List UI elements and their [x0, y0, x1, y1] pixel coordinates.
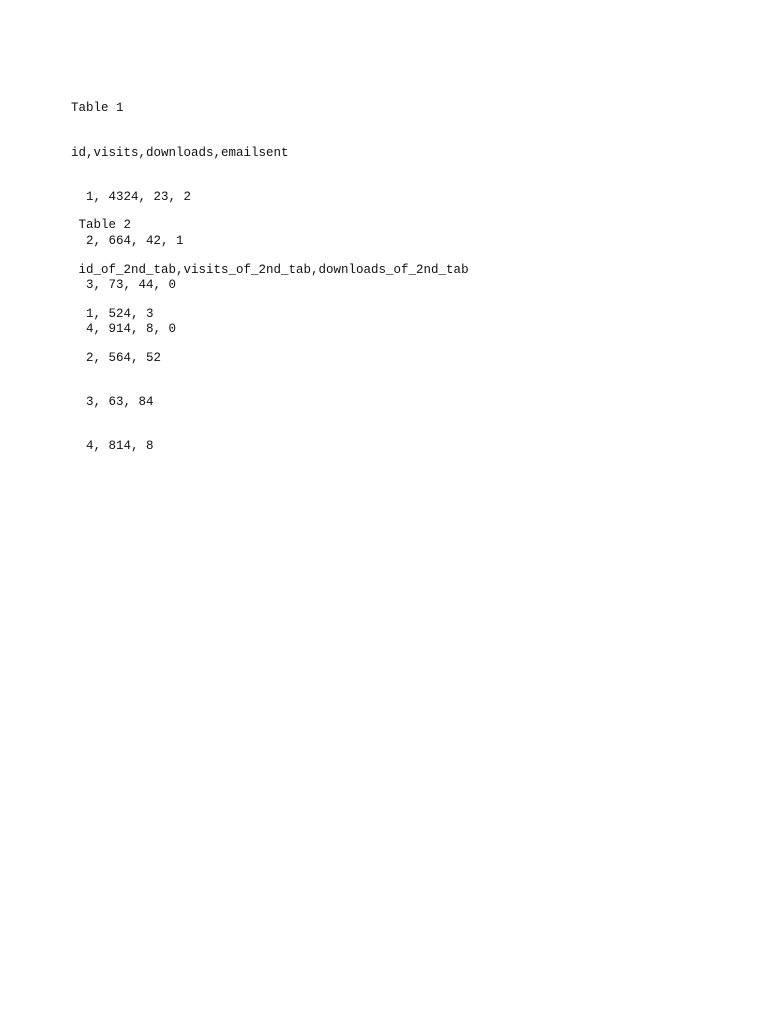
table-row: 1, 4324, 23, 2	[71, 189, 192, 204]
table-row: 2, 564, 52	[71, 350, 162, 365]
table-row: 3, 63, 84	[71, 394, 154, 409]
table-title: Table 2	[71, 218, 132, 233]
table-row: 4, 914, 8, 0	[71, 321, 177, 336]
table-row: 4, 814, 8	[71, 438, 154, 453]
table-header: id_of_2nd_tab,visits_of_2nd_tab,downloads_of_2nd_tab	[71, 262, 469, 277]
table-row: 2, 664, 42, 1	[71, 233, 184, 248]
table-row: 3, 73, 44, 0	[71, 277, 177, 292]
table-header: id,visits,downloads,emailsent	[71, 145, 289, 160]
table-2-block	[71, 189, 469, 483]
table-title: Table 1	[71, 101, 124, 116]
table-row: 1, 524, 3	[71, 306, 154, 321]
